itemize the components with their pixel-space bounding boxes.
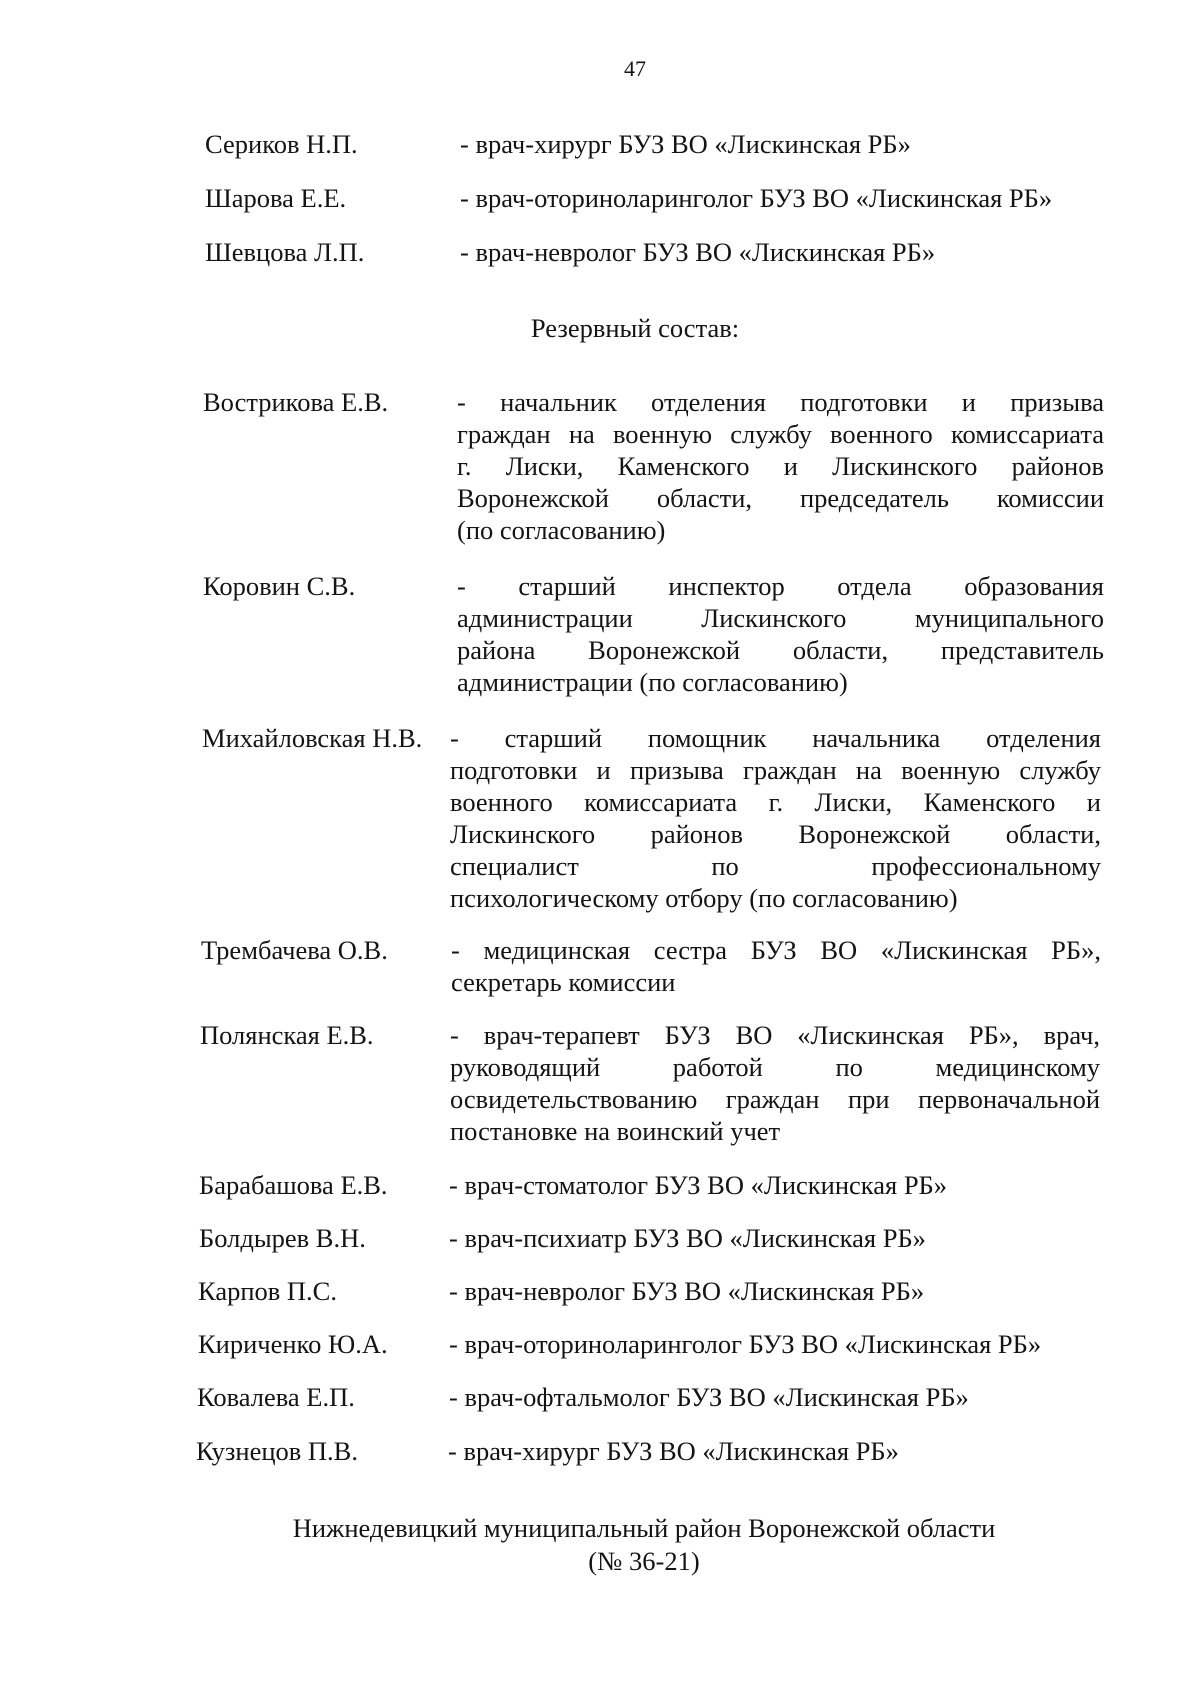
role-line: подготовки и призыва граждан на военную службу — [450, 755, 1101, 785]
role-line: г. Лиски, Каменского и Лискинского районов — [457, 451, 1104, 481]
role-line: (по согласованию) — [457, 515, 666, 545]
member-name: Карпов П.С. — [198, 1276, 337, 1306]
page-number: 47 — [624, 56, 646, 81]
member-role: - врач-невролог БУЗ ВО «Лискинская РБ» — [449, 1276, 925, 1306]
member-role: - врач-невролог БУЗ ВО «Лискинская РБ» — [460, 237, 936, 267]
member-name: Шарова Е.Е. — [205, 183, 347, 213]
role-line: психологическому отбору (по согласованию) — [450, 883, 958, 913]
member-name: Кириченко Ю.А. — [198, 1329, 388, 1359]
reserve-heading: Резервный состав: — [530, 313, 740, 343]
member-role: - врач-офтальмолог БУЗ ВО «Лискинская РБ» — [449, 1382, 969, 1412]
member-role: - врач-оториноларинголог БУЗ ВО «Лискинская РБ» — [449, 1329, 1042, 1359]
member-role: - врач-хирург БУЗ ВО «Лискинская РБ» — [460, 129, 911, 159]
member-role — [457, 386, 1104, 546]
district-heading: Нижнедевицкий муниципальный район Воронежской области — [292, 1513, 996, 1543]
member-name: Михайловская Н.В. — [202, 723, 423, 753]
member-name: Трембачева О.В. — [201, 935, 388, 965]
member-role — [450, 722, 1101, 914]
member-name: Коровин С.В. — [203, 571, 356, 601]
role-line: постановке на воинский учет — [450, 1116, 781, 1146]
member-name: Сериков Н.П. — [205, 129, 358, 159]
member-role: - врач-психиатр БУЗ ВО «Лискинская РБ» — [449, 1223, 926, 1253]
role-line: граждан на военную службу военного комиссариата — [457, 419, 1104, 449]
role-line: - медицинская сестра БУЗ ВО «Лискинская РБ», — [451, 935, 1101, 965]
role-line: военного комиссариата г. Лиски, Каменского и — [450, 787, 1101, 817]
member-name: Полянская Е.В. — [200, 1020, 374, 1050]
role-line: освидетельствованию граждан при первоначальной — [450, 1084, 1100, 1114]
role-line: - врач-терапевт БУЗ ВО «Лискинская РБ», врач, — [450, 1020, 1100, 1050]
member-role: - врач-оториноларинголог БУЗ ВО «Лискинская РБ» — [460, 183, 1053, 213]
district-number: (№ 36-21) — [588, 1546, 700, 1576]
member-name: Кузнецов П.В. — [196, 1436, 358, 1466]
role-line: администрации Лискинского муниципального — [457, 603, 1104, 633]
role-line: администрации (по согласованию) — [457, 667, 848, 697]
member-role — [450, 1019, 1100, 1147]
member-name: Вострикова Е.В. — [203, 387, 389, 417]
member-role — [451, 934, 1101, 998]
role-line: района Воронежской области, представитель — [457, 635, 1104, 665]
member-name: Болдырев В.Н. — [199, 1223, 366, 1253]
member-name: Барабашова Е.В. — [199, 1170, 388, 1200]
role-line: руководящий работой по медицинскому — [450, 1052, 1100, 1082]
member-name: Шевцова Л.П. — [205, 237, 365, 267]
role-line: - старший инспектор отдела образования — [457, 571, 1104, 601]
member-name: Ковалева Е.П. — [197, 1382, 355, 1412]
role-line: - старший помощник начальника отделения — [450, 723, 1101, 753]
role-line: секретарь комиссии — [451, 967, 676, 997]
role-line: специалист по профессиональному — [450, 851, 1101, 881]
role-line: Воронежской области, председатель комиссии — [457, 483, 1104, 513]
role-line: - начальник отделения подготовки и призыва — [457, 387, 1104, 417]
member-role — [457, 570, 1104, 698]
role-line: Лискинского районов Воронежской области, — [450, 819, 1101, 849]
member-role: - врач-хирург БУЗ ВО «Лискинская РБ» — [448, 1436, 899, 1466]
member-role: - врач-стоматолог БУЗ ВО «Лискинская РБ» — [449, 1170, 948, 1200]
